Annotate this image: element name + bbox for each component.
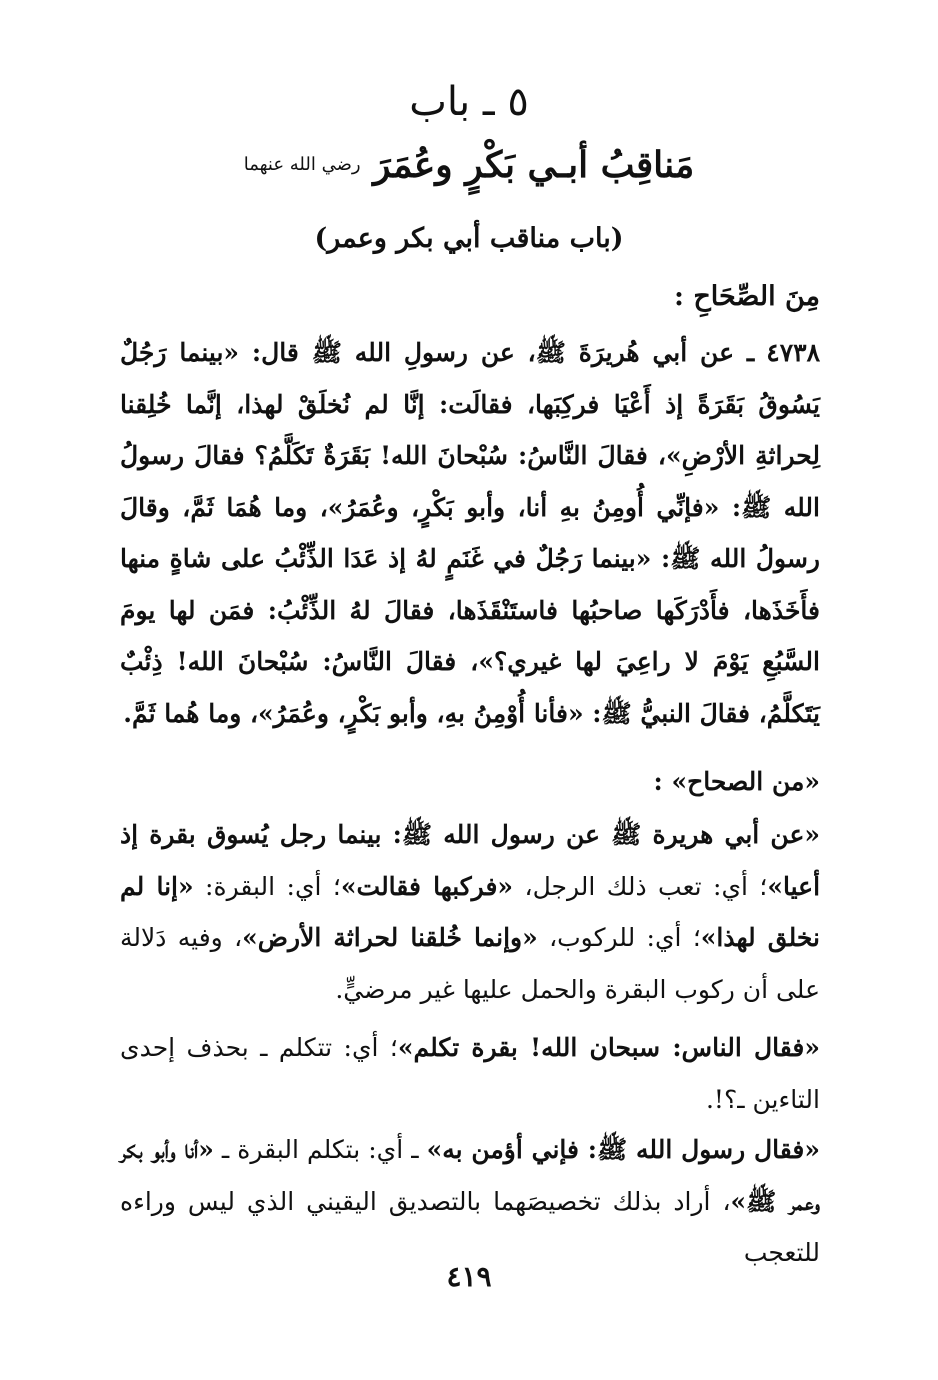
quoted-phrase: «وإنما خُلقنا لحراثة الأرض» — [242, 923, 538, 952]
chapter-title — [0, 136, 938, 194]
chapter-heading — [0, 72, 938, 132]
commentary-paragraph-2 — [120, 1022, 820, 1125]
quoted-phrase: «عن أبي هريرة ﷺ عن رسول الله ﷺ: بينما رجل يُسوق بقرة إذ أعيا» — [120, 820, 821, 901]
quoted-phrase: «فركبها فقالت» — [340, 871, 514, 901]
explanation: ؛ أي: البقرة: — [193, 871, 341, 901]
quoted-phrase: «فقال رسول الله ﷺ: فإني أؤمن به» — [426, 1135, 820, 1164]
explanation: ، وفيه دَلالة على أن ركوب البقرة والحمل عليها غير مرضيٍّ. — [120, 923, 820, 1004]
hadith-text: ـ عن أبي هُريرَةَ ﷺ، عن رسولِ الله ﷺ قال: «بينما رَجُلٌ يَسُوقُ بَقَرَةً إذ أَعْيَا فركِبَها، فقالَت: إنَّا لم نُخلَقْ لهذا، إنَّما خُلِقنا لِحراثةِ الأرْضِ»، فقالَ النَّاسُ: سُبْحانَ الله! بَقَرَةٌ تَكَلَّمُ؟ فقالَ رسولُ الله ﷺ: «فإنِّي أُومِنُ بهِ أنا، وأبو بَكْرٍ، وعُمَرُ»، وما هُمَا ثَمَّ، وقالَ رسولُ الله ﷺ: «بينما رَجُلٌ في غَنَمٍ لهُ إذ عَدَا الذِّئْبُ على شاةٍ منها فأَخَذَها، فأَدْرَكَها صاحبُها فاستَنْقَذَها، فقالَ لهُ الذِّئْبُ: فمَن لها يومَ السَّبُعِ يَوْمَ لا راعِيَ لها غيري؟»، فقالَ النَّاسُ: سُبْحانَ الله! ذِئْبٌ يَتَكلَّمُ، فقالَ النبيُّ ﷺ: «فأنا أُوْمِنُ بهِ، وأبو بَكْرٍ، وعُمَرُ»، وما هُما ثَمَّ. — [120, 338, 820, 728]
explanation: ؛ أي: تتكلم ـ بحذف إحدى التاءين ـ؟!. — [120, 1033, 820, 1114]
quoted-phrase: «إنا لم نخلق لهذا» — [120, 871, 820, 952]
commentary-heading: «من الصحاح» : — [653, 767, 820, 796]
chapter-title-text: مَناقِبُ أبـي بَكْرٍ وعُمَرَ — [373, 144, 695, 186]
page-number: ٤١٩ — [446, 1260, 492, 1293]
section-heading: مِنَ الصِّحَاحِ : — [673, 281, 820, 312]
hadith-paragraph — [120, 327, 820, 739]
explanation: ـ أي: بتكلم البقرة ـ — [213, 1135, 427, 1164]
chapter-subtitle: (باب مناقب أبي بكر وعمر) — [314, 223, 624, 254]
explanation: ، أراد بذلك تخصيصَهما بالتصديق اليقيني الذي ليس وراءه للتعجب — [120, 1186, 820, 1267]
quoted-phrase: «أنا وأبو بكر وعمر ﷺ» — [120, 1135, 820, 1216]
explanation: ؛ أي: للركوب، — [537, 923, 701, 952]
chapter-dash: ـ — [482, 79, 495, 125]
chapter-label: باب — [409, 79, 471, 125]
hadith-number: ٤٧٣٨ — [766, 338, 820, 367]
chapter-number: ٥ — [507, 79, 529, 125]
honorific-seal: رضي الله عنهما — [243, 154, 361, 175]
quoted-phrase: «فقال الناس: سبحان الله! بقرة تكلم» — [397, 1033, 820, 1062]
commentary-paragraph-1 — [120, 809, 820, 1015]
explanation: ؛ أي: تعب ذلك الرجل، — [513, 871, 768, 901]
